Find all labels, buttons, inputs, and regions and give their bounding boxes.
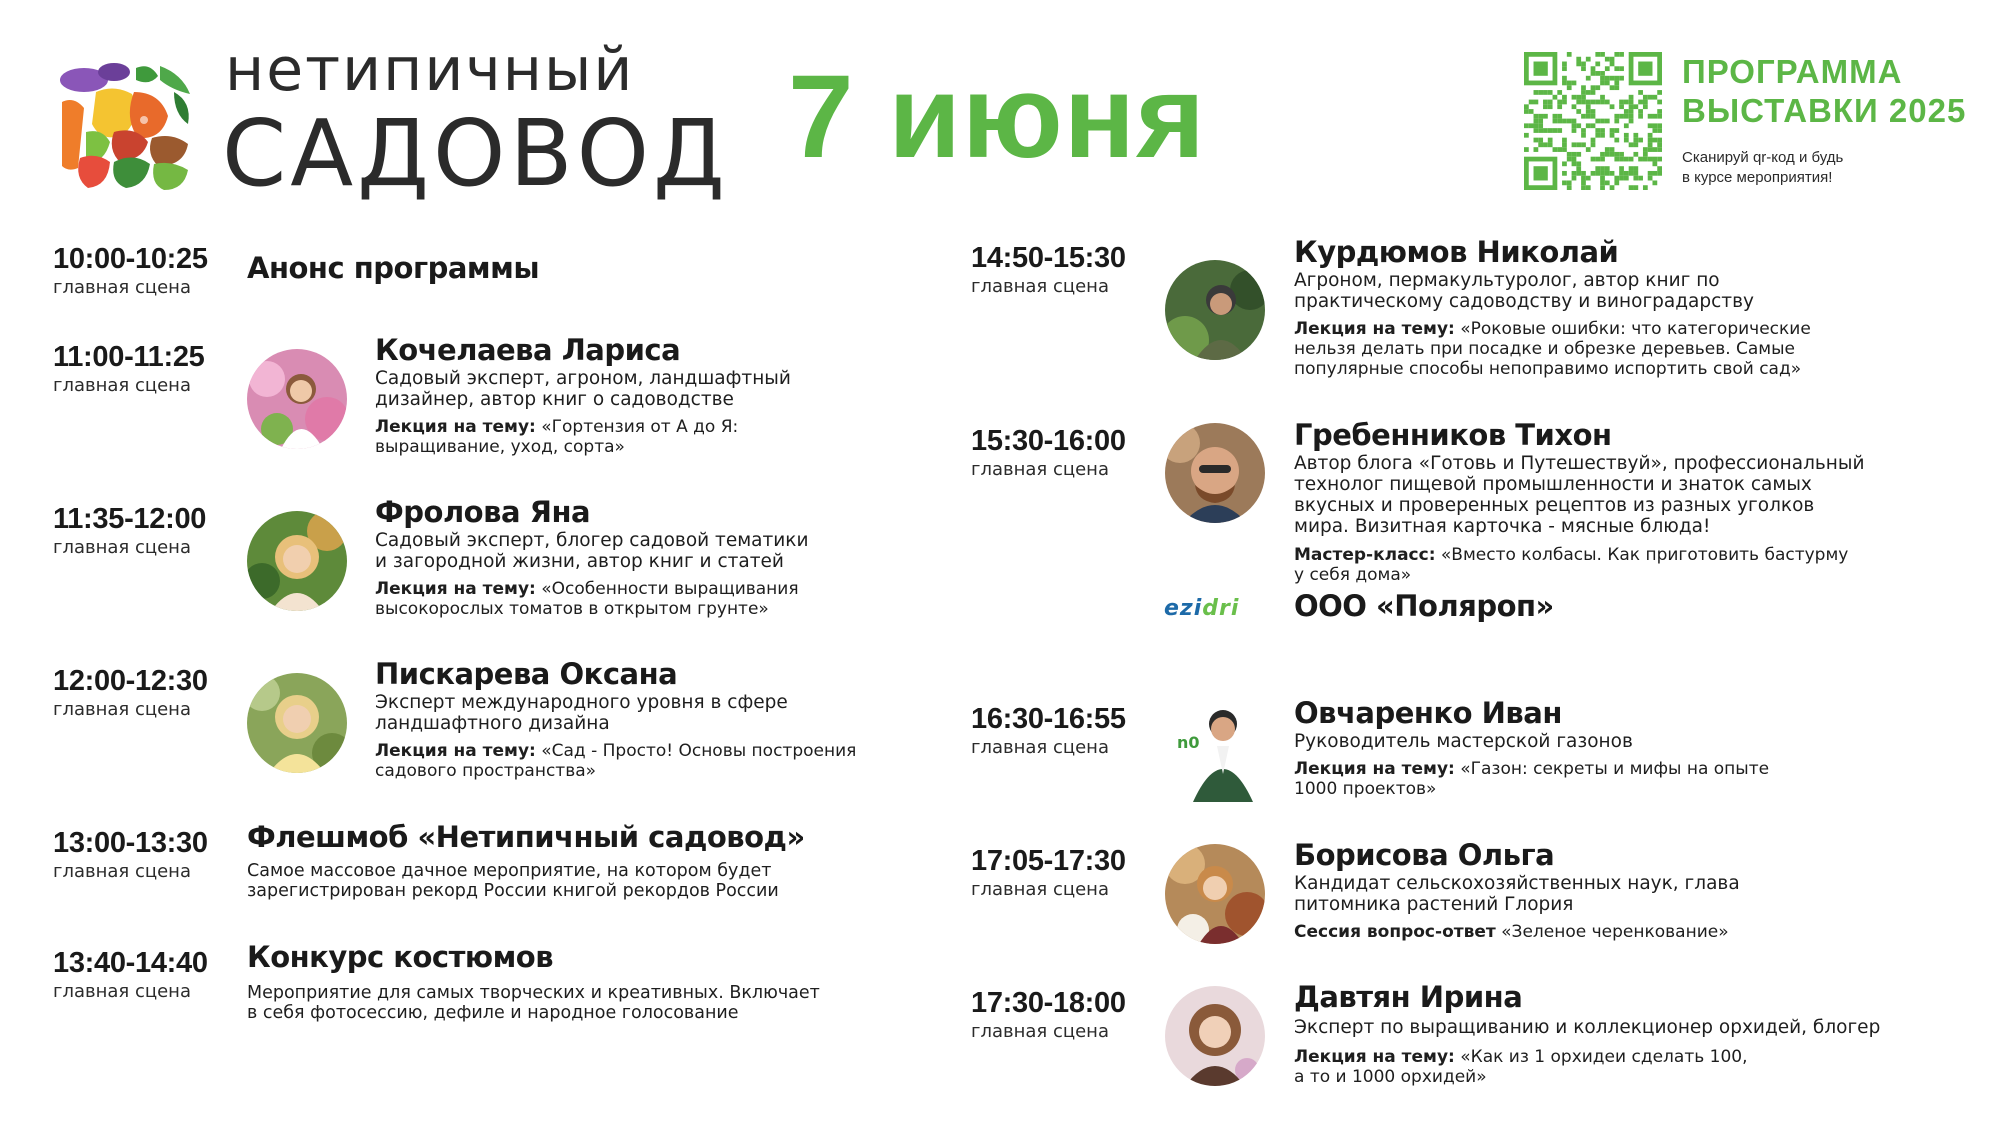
event-time: 15:30-16:00	[971, 425, 1126, 457]
event-stage: главная сцена	[53, 699, 191, 720]
description-line: дизайнер, автор книг о садоводстве	[375, 389, 734, 410]
description-line: вкусных и проверенных рецептов из разных уголков	[1294, 495, 1815, 516]
speaker-name: Кочелаева Лариса	[375, 333, 681, 367]
event-stage: главная сцена	[971, 879, 1109, 900]
lecture-label: Лекция на тему:	[375, 417, 536, 437]
lecture-text: нельзя делать при посадке и обрезке деревьев. Самые	[1294, 339, 1796, 359]
description-line: Руководитель мастерской газонов	[1294, 731, 1633, 752]
speaker-name: Борисова Ольга	[1294, 838, 1555, 872]
lecture-label: Сессия вопрос-ответ	[1294, 922, 1496, 942]
speaker-description	[375, 530, 809, 572]
event-stage: главная сцена	[53, 375, 191, 396]
description-line: практическому садоводству и виноградарству	[1294, 291, 1754, 312]
description-line: Садовый эксперт, агроном, ландшафтный	[375, 368, 791, 389]
lecture-text: «Вместо колбасы. Как приготовить бастурму	[1440, 545, 1849, 565]
description-line: Мероприятие для самых творческих и креативных. Включает	[247, 983, 820, 1003]
speaker-photo	[1165, 260, 1265, 360]
description-line: и загородной жизни, автор книг и статей	[375, 551, 784, 572]
sponsor-name: ООО «Поляроп»	[1294, 589, 1554, 623]
speaker-photo	[1165, 702, 1265, 802]
lecture-text: садового пространства»	[375, 761, 597, 781]
qr-caption-line1: Сканируй qr-код и будь	[1682, 149, 1844, 166]
description-line: Кандидат сельскохозяйственных наук, глава	[1294, 873, 1740, 894]
speaker-description	[1294, 1017, 1880, 1038]
lecture-topic	[1294, 922, 1729, 942]
lecture-text: «Газон: секреты и мифы на опыте	[1460, 759, 1770, 779]
lecture-text: «Особенности выращивания	[541, 579, 799, 599]
description-line: Самое массовое дачное мероприятие, на котором будет	[247, 861, 772, 881]
speaker-description	[1294, 731, 1633, 752]
event-title: Флешмоб «Нетипичный садовод»	[247, 820, 805, 854]
lecture-text: «Сад - Просто! Основы построения	[541, 741, 857, 761]
lecture-topic	[375, 417, 738, 457]
description-line: в себя фотосессию, дефиле и народное голосование	[247, 1003, 739, 1023]
speaker-photo	[1165, 844, 1265, 944]
lecture-text: 1000 проектов»	[1294, 779, 1437, 799]
event-stage: главная сцена	[971, 737, 1109, 758]
event-time: 13:00-13:30	[53, 827, 208, 859]
speaker-photo	[1165, 986, 1265, 1086]
description-line: Эксперт по выращиванию и коллекционер орхидей, блогер	[1294, 1017, 1881, 1038]
lecture-text: у себя дома»	[1294, 565, 1412, 585]
qr-caption-line2: в курсе мероприятия!	[1682, 169, 1833, 186]
description-line: питомника растений Глория	[1294, 894, 1574, 915]
event-title: Конкурс костюмов	[247, 940, 554, 974]
lecture-topic	[1294, 1047, 1748, 1087]
lecture-text: «Зеленое черенкование»	[1501, 922, 1729, 942]
event-stage: главная сцена	[971, 276, 1109, 297]
speaker-name: Давтян Ирина	[1294, 980, 1523, 1014]
qr-code-icon[interactable]	[1524, 52, 1662, 190]
lecture-label: Лекция на тему:	[1294, 1047, 1455, 1067]
event-stage: главная сцена	[53, 277, 191, 298]
program-title	[1682, 52, 1966, 130]
lecture-topic	[1294, 545, 1848, 585]
lecture-text: «Как из 1 орхидеи сделать 100,	[1460, 1047, 1748, 1067]
event-stage: главная сцена	[53, 537, 191, 558]
event-time: 17:30-18:00	[971, 987, 1126, 1019]
speaker-description	[1294, 873, 1740, 915]
speaker-name: Фролова Яна	[375, 495, 591, 529]
lecture-label: Лекция на тему:	[375, 741, 536, 761]
lecture-topic	[375, 741, 856, 781]
lecture-text: популярные способы непоправимо испортить свой сад»	[1294, 359, 1802, 379]
logo-vegetables-icon	[56, 62, 196, 197]
speaker-name: Курдюмов Николай	[1294, 235, 1619, 269]
speaker-description	[375, 368, 791, 410]
lecture-text: «Роковые ошибки: что категорические	[1460, 319, 1811, 339]
description-line: Агроном, пермакультуролог, автор книг по	[1294, 270, 1720, 291]
event-time: 11:35-12:00	[53, 503, 207, 535]
lecture-label: Лекция на тему:	[1294, 759, 1455, 779]
lecture-topic	[1294, 759, 1769, 799]
event-title: Анонс программы	[247, 251, 540, 285]
lecture-topic	[375, 579, 799, 619]
speaker-description	[375, 692, 788, 734]
event-stage: главная сцена	[971, 459, 1109, 480]
logo-text-line1: нетипичный	[225, 35, 635, 105]
speaker-name: Овчаренко Иван	[1294, 696, 1562, 730]
qr-caption	[1682, 148, 1843, 188]
lecture-label: Лекция на тему:	[1294, 319, 1455, 339]
event-time: 12:00-12:30	[53, 665, 208, 697]
description-line: Эксперт международного уровня в сфере	[375, 692, 788, 713]
speaker-photo	[247, 511, 347, 611]
event-time: 11:00-11:25	[53, 341, 205, 373]
speaker-name: Гребенников Тихон	[1294, 418, 1612, 452]
lecture-topic	[1294, 319, 1811, 379]
event-date: 7 июня	[788, 51, 1206, 183]
description-line: Автор блога «Готовь и Путешествуй», профессиональный	[1294, 453, 1865, 474]
program-title-line2: ВЫСТАВКИ 2025	[1682, 92, 1967, 129]
event-time: 10:00-10:25	[53, 243, 208, 275]
lecture-text: выращивание, уход, сорта»	[375, 437, 625, 457]
lecture-text: высокорослых томатов в открытом грунте»	[375, 599, 769, 619]
event-time: 13:40-14:40	[53, 947, 208, 979]
event-time: 17:05-17:30	[971, 845, 1126, 877]
description-line: Садовый эксперт, блогер садовой тематики	[375, 530, 809, 551]
speaker-name: Пискарева Оксана	[375, 657, 678, 691]
speaker-description	[1294, 453, 1865, 537]
speaker-description	[1294, 270, 1754, 312]
lecture-text: а то и 1000 орхидей»	[1294, 1067, 1487, 1087]
description-line: ландшафтного дизайна	[375, 713, 610, 734]
lecture-label: Лекция на тему:	[375, 579, 536, 599]
speaker-photo	[247, 349, 347, 449]
logo-text-line2: САДОВОД	[222, 100, 729, 207]
svg-text:n0: n0	[1177, 733, 1200, 752]
lecture-text: «Гортензия от А до Я:	[541, 417, 739, 437]
speaker-photo	[247, 673, 347, 773]
event-time: 16:30-16:55	[971, 703, 1126, 735]
event-stage: главная сцена	[971, 1021, 1109, 1042]
event-description	[247, 983, 820, 1023]
event-stage: главная сцена	[53, 981, 191, 1002]
description-line: зарегистрирован рекорд России книгой рекордов России	[247, 881, 779, 901]
speaker-photo	[1165, 423, 1265, 523]
lecture-label: Мастер-класс:	[1294, 545, 1436, 565]
event-stage: главная сцена	[53, 861, 191, 882]
description-line: технолог пищевой промышленности и знаток самых	[1294, 474, 1812, 495]
ezidri-logo: ezidri	[1164, 596, 1240, 621]
description-line: мира. Визитная карточка - мясные блюда!	[1294, 516, 1711, 537]
program-title-line1: ПРОГРАММА	[1682, 53, 1903, 90]
event-time: 14:50-15:30	[971, 242, 1126, 274]
event-description	[247, 861, 779, 901]
